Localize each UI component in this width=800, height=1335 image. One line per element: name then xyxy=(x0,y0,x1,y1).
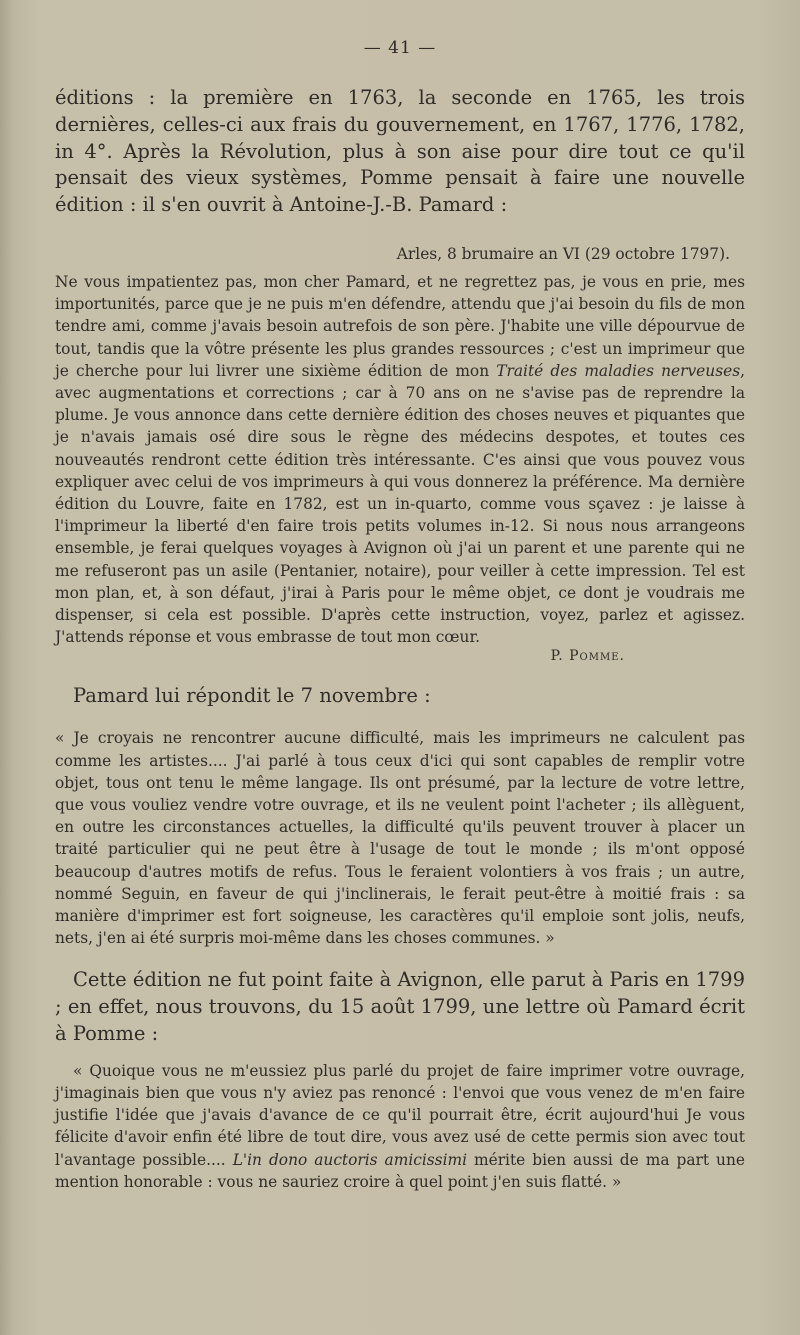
letter-pomme-text-a: Ne vous impatientez pas, mon cher Pamard, et ne regrettez pas, je vous en prie, mes importunités, parce que je ne puis m'en défendre, attendu que j'ai besoin du fils de mon tendre ami, comme j'avais besoin autrefois de son père. J'habite une ville dépourvue de tout, tandis que la vôtre présente les plus grandes ressources ; c'est un imprimeur que je cherche pour lui livrer une sixième édition de mon xyxy=(55,272,745,380)
letter-1799-text-b: mérite bien aussi de ma part une mention honorable : vous ne sauriez croire à quel point j'en suis flatté. » xyxy=(55,1150,745,1191)
letter-pamard-1799 xyxy=(55,1060,745,1193)
treatise-title: Traité des maladies nerveuses xyxy=(496,361,741,380)
letter-pomme xyxy=(55,271,745,648)
letter-1799-text-a: « Quoique vous ne m'eussiez plus parlé du projet de faire imprimer votre ouvrage, j'imaginais bien que vous n'y aviez pas renoncé : l'envoi que vous venez de m'en faire justifie l'idée que j'avais d'avance de ce qu'il pourrait être, écrit aujourd'hui Je vous félicite d'avoir enfin été libre de tout dire, vous avez usé de cette permis sion avec tout l'avantage possible.... xyxy=(55,1061,745,1169)
letter-pomme-text-b: , avec augmentations et corrections ; car à 70 ans on ne s'avise pas de reprendre la plume. Je vous annonce dans cette dernière édition des choses neuves et piquantes que je n'avais jamais osé dire sous le règne des médecins despotes, et toutes ces nouveautés rendront cette édition très intéressante. C'es ainsi que vous pouvez vous expliquer avec celui de vos imprimeurs à qui vous donnerez la préférence. Ma dernière édition du Louvre, faite en 1782, est un in-quarto, comme vous sçavez : je laisse à l'imprimeur la liberté d'en faire trois petits volumes in-12. Si nous nous arrangeons ensemble, je ferai quelques voyages à Avignon où j'ai un parent et une parente qui ne me refuseront pas un asile (Pentanier, notaire), pour veiller à cette impression. Tel est mon plan, et, à son défaut, j'irai à Paris pour le même objet, ce dont je voudrais me dispenser, si cela est possible. D'après cette instruction, voyez, parlez et agissez. J'attends réponse et vous embrasse de tout mon cœur. xyxy=(55,361,745,647)
reply-intro: Pamard lui répondit le 7 novembre : xyxy=(73,684,431,708)
letter-pamard-reply: « Je croyais ne rencontrer aucune difficulté, mais les imprimeurs ne calculent pas comme les artistes.... J'ai parlé à tous ceux d'ici qui sont capables de remplir votre objet, tous ont tenu le même langage. Ils ont présumé, par la lecture de votre lettre, que vous vouliez vendre votre ouvrage, et ils ne veulent point l'acheter ; ils allèguent, en outre les circonstances actuelles, la difficulté qu'ils peuvent trouver à placer un traité particulier qui ne peut être à l'usage de tout le monde ; ils m'ont opposé beaucoup d'autres motifs de refus. Tous le feraient volontiers à vos frais ; un autre, nommé Seguin, en faveur de qui j'inclinerais, le ferait peut-être à moitié frais : sa manière d'imprimer est fort soigneuse, les caractères qu'il emploie sont jolis, neufs, nets, j'en ai été surpris moi-même dans les choses communes. » xyxy=(55,729,745,948)
paragraph-edition: Cette édition ne fut point faite à Avignon, elle parut à Paris en 1799 ; en effet, nous trouvons, du 15 août 1799, une lettre où Pamard écrit à Pomme : xyxy=(55,968,745,1046)
page-number: — 41 — xyxy=(363,38,437,58)
letter-dateline: Arles, 8 brumaire an VI (29 octobre 1797). xyxy=(396,244,730,263)
dedication-phrase: L'in dono auctoris amicissimi xyxy=(232,1150,468,1169)
paragraph-intro: éditions : la première en 1763, la seconde en 1765, les trois dernières, celles-ci aux frais du gouvernement, en 1767, 1776, 1782, in 4°. Après la Révolution, plus à son aise pour dire tout ce qu'il pensait des vieux systèmes, Pomme pensait à faire une nouvelle édition : il s'en ouvrit à Antoine-J.-B. Pamard : xyxy=(55,86,745,217)
letter-signature: P. Pomme. xyxy=(550,648,625,665)
body-text xyxy=(55,85,745,1193)
